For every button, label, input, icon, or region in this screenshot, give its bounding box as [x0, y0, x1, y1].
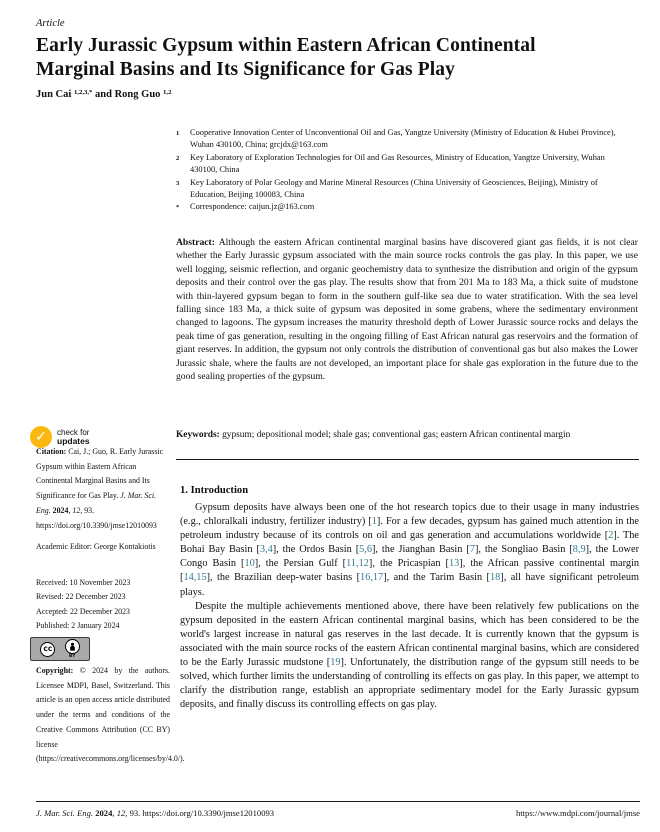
author-line: Jun Cai $^{1,2,3,*}$ and Rong Guo $^{1,2}$ [36, 89, 172, 101]
by-label: BY [68, 653, 76, 659]
keywords-text: gypsum; depositional model; shale gas; conventional gas; eastern African continental margin [222, 430, 571, 440]
copyright-block: Copyright: © 2024 by the authors. Licensee MDPI, Basel, Switzerland. This article is an open access article distributed under the terms and conditions of the Creative Commons Attribution (CC BY) license (https://creativecommons.org/licenses/by/4.0/). [36, 666, 185, 764]
citation-ref[interactable]: 18 [489, 572, 501, 584]
affiliation-item [176, 152, 628, 177]
affiliation-number: 2 [176, 154, 180, 162]
affiliation-item [176, 201, 628, 214]
checkmark-icon: ✓ [30, 426, 52, 448]
citation-ref[interactable]: 10 [244, 558, 255, 570]
keywords-label: Keywords: [176, 430, 223, 440]
citation-ref[interactable]: 14,15 [183, 572, 207, 584]
citation-ref[interactable]: 13 [448, 558, 460, 570]
check-for-updates-label [57, 428, 90, 447]
revised-date: Revised: 22 December 2023 [36, 592, 126, 602]
affiliation-text: Key Laboratory of Polar Geology and Marine Mineral Resources (China University of Geosciences, Beijing), Ministry of Education, Beijing 100083, China [190, 177, 598, 200]
keywords-divider [176, 459, 639, 460]
introduction-body [180, 501, 639, 712]
affiliations-list [176, 127, 628, 215]
correspondence-email-text[interactable]: Correspondence: caijun.jz@163.com [190, 202, 315, 212]
article-type-label: Article [36, 18, 65, 29]
affiliation-number: 1 [176, 130, 180, 137]
attribution-icon-group [65, 639, 80, 659]
citation-ref[interactable]: 2 [608, 530, 614, 542]
affiliation-item [176, 127, 628, 152]
affiliation-text: Key Laboratory of Exploration Technologies for Oil and Gas Resources, Ministry of Education, Yangtze University, Wuhan 430100, China [190, 152, 605, 175]
affiliation-item [176, 177, 628, 202]
creative-commons-icon [40, 642, 55, 657]
footer-citation[interactable]: J. Mar. Sci. Eng. 2024, 12, 93. https://doi.org/10.3390/jmse12010093 [36, 808, 275, 818]
citation-ref[interactable]: 16,17 [360, 572, 384, 584]
history-dates-block [36, 576, 170, 634]
section-heading-introduction: 1. Introduction [180, 485, 249, 496]
introduction-paragraph-1: Gypsum deposits have always been one of the hot research topics due to their usage in many industries (e.g., chloralkali industry, fertilizer industry) [1]. For a few decades, gypsum has gained much attention in the petroleum industry because of its controls on oil and gas generation and accumulations worldwide [2]. The Bohai Bay Basin [3,4], the Ordos Basin [5,6], the Jianghan Basin [7], the Songliao Basin [8,9], the Lower Congo Basin [10], the Persian Gulf [11,12], the Pricaspian [13], the African passive continental margin [14,15], the Brazilian deep-water basins [16,17], and the Tarim Basin [18], all have significant petroleum plays. [180, 502, 639, 598]
person-icon-glyph [68, 642, 77, 651]
cc-letters: cc [43, 644, 53, 654]
published-date: Published: 2 January 2024 [36, 621, 120, 631]
citation-ref[interactable]: 3,4 [259, 544, 273, 556]
citation-ref[interactable]: 19 [330, 657, 341, 669]
citation-ref[interactable]: 8,9 [572, 544, 586, 556]
citation-ref[interactable]: 7 [469, 544, 475, 556]
affiliation-number: 3 [176, 179, 180, 187]
footer-divider [36, 801, 640, 802]
abstract-label: Abstract: [176, 237, 219, 248]
received-date: Received: 10 November 2023 [36, 578, 131, 587]
abstract-paragraph [176, 236, 638, 383]
academic-editor-block: Academic Editor: George Kontakiotis [36, 542, 156, 551]
cc-by-license-badge[interactable] [30, 637, 90, 661]
accepted-date: Accepted: 22 December 2023 [36, 606, 130, 616]
updates-label: updates [57, 436, 90, 446]
citation-ref[interactable]: 1 [371, 516, 377, 528]
keywords-line [176, 429, 638, 442]
introduction-paragraph-2: Despite the multiple achievements mentioned above, there have been relatively few publications on the gypsum deposited in the eastern African continental marginal basins, which has been considered to be the world's largest increase in natural gas reserves in the last decade. It is currently known that the gypsum is associated with the main source rocks of the eastern African continental marginal basins, which are considered to be the Early Jurassic mudstone [19]. Unfortunately, the distribution range of the gypsum still needs to be solved, which further limits the understanding of controlling its effects on gas play. In this paper, we attempt to clarify the distribution range, establish an appropriate sedimentary model for the Early Jurassic gypsum deposits, and finally discuss its controlling effects on gas play. [180, 600, 639, 711]
affiliation-number: * [176, 204, 180, 212]
footer-journal-url[interactable]: https://www.mdpi.com/journal/jmse [515, 808, 640, 818]
check-for-label: check for [57, 427, 90, 437]
citation-block: Citation: Cai, J.; Guo, R. Early Jurassic Gypsum within Eastern African Continental Marginal Basins and Its Significance for Gas Play. J. Mar. Sci. Eng. 2024, 12, 93. https://doi.org/10.3390/jmse12010093 [36, 447, 164, 530]
person-icon [65, 639, 80, 654]
citation-ref[interactable]: 5,6 [359, 544, 372, 556]
affiliation-text: Cooperative Innovation Center of Unconventional Oil and Gas, Yangtze University (Ministry of Education & Hubei Province), Wuhan 430100, China; grcjdx@163.com [190, 128, 616, 150]
citation-ref[interactable]: 11,12 [346, 558, 369, 570]
page-title: Early Jurassic Gypsum within Eastern African Continental Marginal Basins and Its Significance for Gas Play [36, 35, 536, 80]
abstract-text: Although the eastern African continental marginal basins have discovered giant gas fields, it is not clear whether the Early Jurassic gypsum associated with the main source rocks controls the gas play. In this paper, we use well logging, seismic reflection, and organic geochemistry data to synthesize the distribution and origin of the gypsum deposits and their control over the gas play. The results show that from 201 Ma to 183 Ma, a thick suite of mudstone with thin-layered gypsum began to form in the southern gulf-like sea due to water stratification. With the sea level falling since 183 Ma, a thick suite of gypsum was deposited in some grabens, where the sedimentary environment changed to lagoons. The gypsum increases the maturity threshold depth of Lower Jurassic source rocks and delays the peak time of gas generation, resulting in the ongoing filling of East African natural gas reservoirs and the formation of giant reserves. In addition, the gypsum not only controls the distribution of conventional gas but also makes the Lower Jurassic shale, where the faults are not developed, an important place for shale gas exploration in the future due to the good sealing properties of the gypsum. [176, 237, 639, 383]
